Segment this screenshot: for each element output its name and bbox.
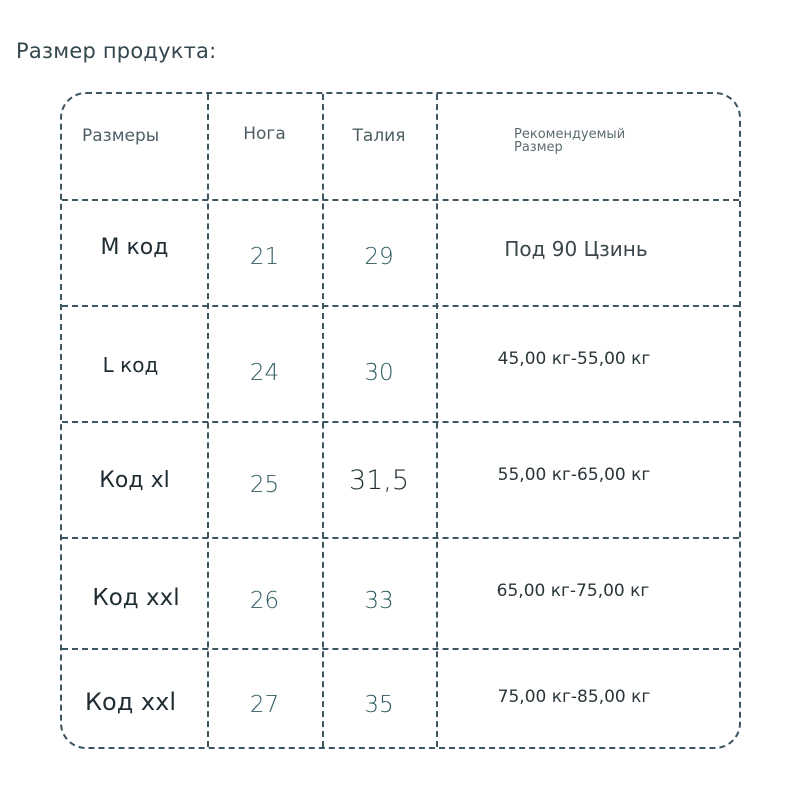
row-2-recommended: 45,00 кг-55,00 кг <box>497 349 651 369</box>
row-4-waist: 33 <box>364 588 394 614</box>
row-divider <box>62 421 739 423</box>
row-1-size: M код <box>100 234 169 260</box>
row-2-leg: 24 <box>249 360 280 386</box>
row-4-leg: 26 <box>249 588 280 614</box>
header-waist: Талия <box>352 126 406 146</box>
row-3-size: Код xl <box>99 467 170 493</box>
row-2-size: L код <box>102 353 159 377</box>
row-5-recommended: 75,00 кг-85,00 кг <box>497 687 651 707</box>
row-divider <box>62 537 739 539</box>
row-2-waist: 30 <box>364 360 394 386</box>
header-leg: Нога <box>243 124 286 144</box>
row-4-recommended: 65,00 кг-75,00 кг <box>496 581 650 601</box>
header-recommended-line2: Размер <box>514 140 563 155</box>
row-5-size: Код xxl <box>84 688 177 716</box>
row-3-leg: 25 <box>249 472 280 498</box>
row-4-size: Код xxl <box>92 585 180 611</box>
row-divider <box>62 199 739 201</box>
row-3-waist: 31,5 <box>348 464 410 496</box>
header-size: Размеры <box>82 126 160 146</box>
row-1-recommended: Под 90 Цзинь <box>504 237 648 261</box>
row-1-waist: 29 <box>364 244 394 270</box>
row-divider <box>62 305 739 307</box>
header-recommended-line1: Рекомендуемый <box>514 127 626 142</box>
size-table <box>60 92 741 749</box>
row-1-leg: 21 <box>249 244 280 270</box>
row-5-waist: 35 <box>364 692 394 718</box>
header-recommended <box>514 128 714 158</box>
row-3-recommended: 55,00 кг-65,00 кг <box>497 465 651 485</box>
row-5-leg: 27 <box>249 692 280 718</box>
page-title: Размер продукта: <box>16 39 217 63</box>
row-divider <box>62 648 739 650</box>
